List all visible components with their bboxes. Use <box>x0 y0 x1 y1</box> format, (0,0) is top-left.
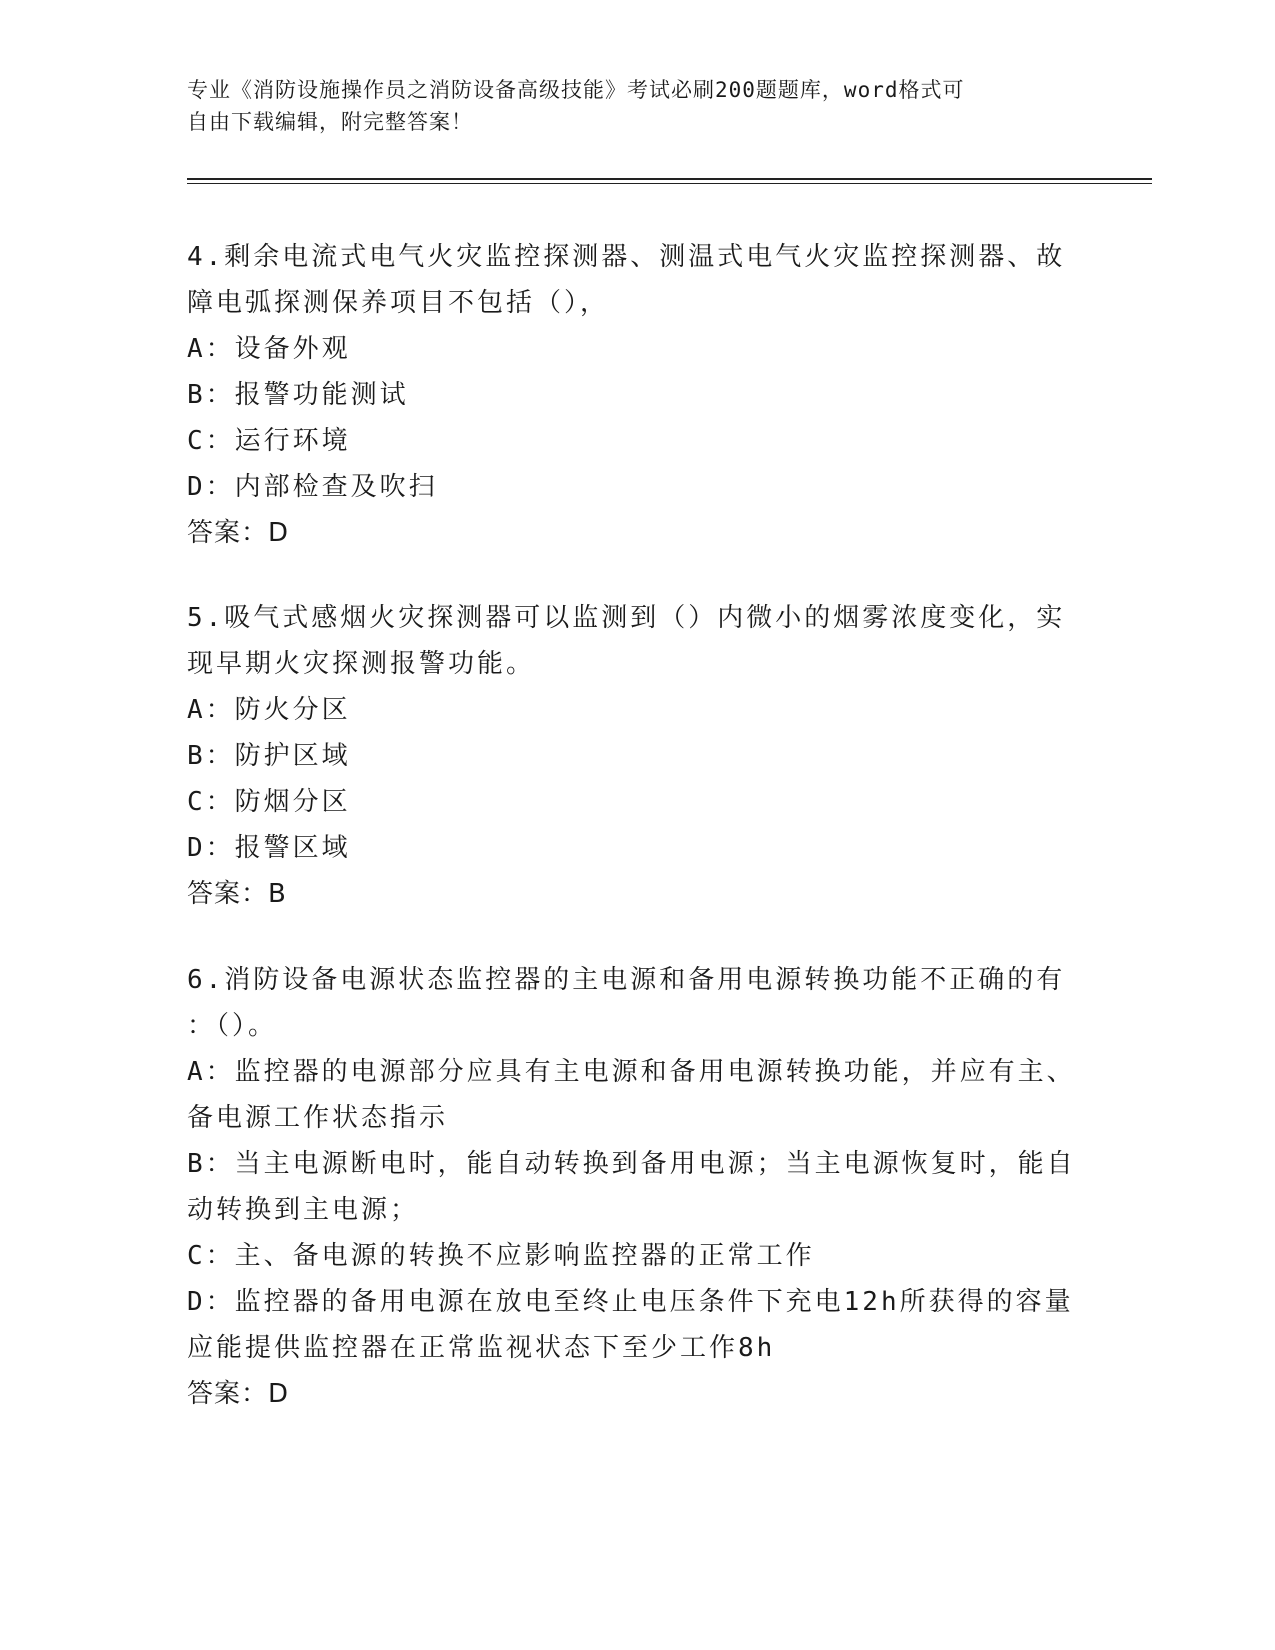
option-b: B：防护区域 <box>187 741 351 771</box>
question-6 <box>187 957 1087 1417</box>
header-line-1: 专业《消防设施操作员之消防设备高级技能》考试必刷200题题库，word格式可 <box>187 78 965 102</box>
document-header <box>187 74 1067 138</box>
header-line-2: 自由下载编辑，附完整答案！ <box>187 110 473 134</box>
option-c: C：防烟分区 <box>187 787 351 817</box>
option-a: A：监控器的电源部分应具有主电源和备用电源转换功能，并应有主、 <box>187 1057 1076 1087</box>
question-stem-line: ：（）。 <box>187 1011 278 1041</box>
option-a: A：设备外观 <box>187 334 351 364</box>
option-b: B：报警功能测试 <box>187 380 409 410</box>
option-d: D：监控器的备用电源在放电至终止电压条件下充电12h所获得的容量 <box>187 1287 1074 1317</box>
header-divider-thick <box>187 178 1152 180</box>
answer-label: 答案：D <box>187 518 290 548</box>
option-c: C：运行环境 <box>187 426 351 456</box>
option-c: C：主、备电源的转换不应影响监控器的正常工作 <box>187 1241 815 1271</box>
option-b-continued: 动转换到主电源； <box>187 1195 420 1225</box>
question-5 <box>187 595 1087 917</box>
answer-label: 答案：D <box>187 1379 290 1409</box>
question-stem-line: 障电弧探测保养项目不包括（）， <box>187 288 610 318</box>
option-d: D：内部检查及吹扫 <box>187 472 438 502</box>
option-a-continued: 备电源工作状态指示 <box>187 1103 449 1133</box>
question-4 <box>187 234 1087 556</box>
question-stem-line: 5.吸气式感烟火灾探测器可以监测到（）内微小的烟雾浓度变化，实 <box>187 603 1066 633</box>
option-a: A：防火分区 <box>187 695 351 725</box>
option-d: D：报警区域 <box>187 833 351 863</box>
question-stem-line: 4.剩余电流式电气火灾监控探测器、测温式电气火灾监控探测器、故 <box>187 242 1066 272</box>
question-stem-line: 现早期火灾探测报警功能。 <box>187 649 536 679</box>
answer-label: 答案：B <box>187 879 287 909</box>
header-divider-thin <box>187 183 1152 184</box>
option-d-continued: 应能提供监控器在正常监视状态下至少工作8h <box>187 1333 776 1363</box>
option-b: B：当主电源断电时，能自动转换到备用电源；当主电源恢复时，能自 <box>187 1149 1076 1179</box>
question-stem-line: 6.消防设备电源状态监控器的主电源和备用电源转换功能不正确的有 <box>187 965 1066 995</box>
